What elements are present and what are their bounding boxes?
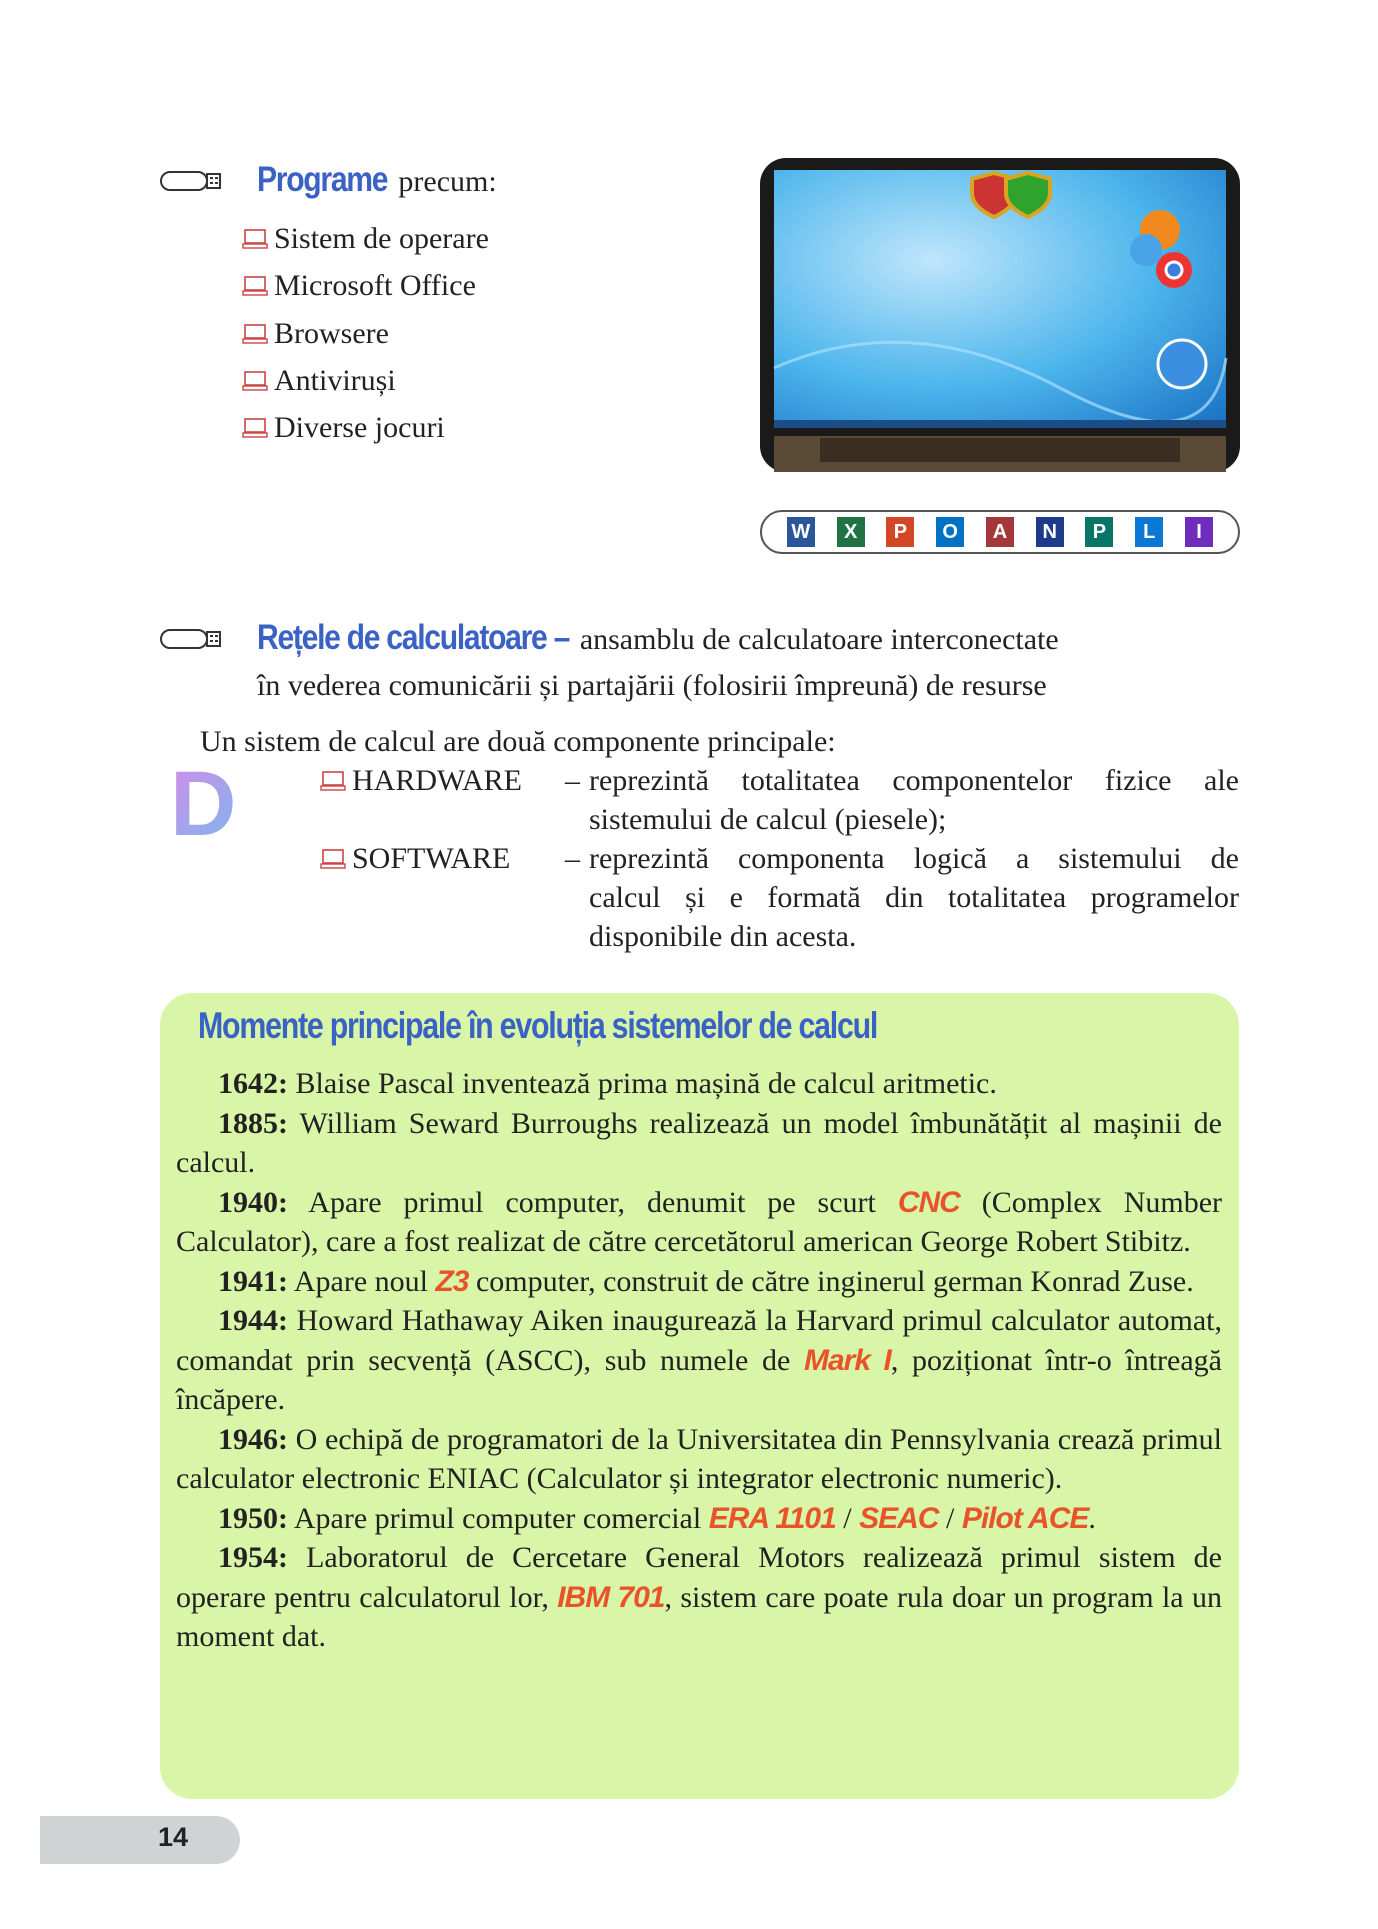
entry-text: Apare noul <box>288 1264 436 1298</box>
programe-heading <box>257 160 497 201</box>
highlight-term: CNC <box>897 1185 960 1219</box>
excel-icon: X <box>837 517 865 547</box>
entry-text: computer, construit de către inginerul german Konrad Zuse. <box>468 1264 1194 1298</box>
software-def-1-text: reprezintă componenta logică a sistemului de <box>589 842 1239 875</box>
entry-text: William Seward Burroughs realizează un model îmbunătățit al mașinii de calcul. <box>176 1106 1222 1179</box>
office-apps-strip <box>760 510 1240 554</box>
list-item <box>242 411 445 445</box>
retele-line2: în vederea comunicării și partajării (folosirii împreună) de resurse <box>257 669 1047 702</box>
outlook-icon: O <box>936 517 964 547</box>
software-term: SOFTWARE <box>352 842 511 875</box>
laptop-icon <box>242 417 268 439</box>
laptop-icon <box>242 323 268 345</box>
publisher-icon: P <box>1085 517 1113 547</box>
usb-drive-icon <box>160 170 222 192</box>
year: 1954: <box>218 1541 288 1574</box>
highlight-term: Pilot ACE <box>961 1501 1089 1535</box>
year: 1642: <box>218 1067 288 1100</box>
highlight-term: ERA 1101 <box>708 1501 836 1535</box>
entry-text: Laboratorul de Cercetare General Motors realizează primul sistem de operare pentru calculatorul lor, <box>176 1541 1222 1614</box>
laptop-icon <box>242 228 268 250</box>
entry-text: Apare primul computer, denumit pe scurt <box>288 1185 898 1219</box>
software-def-3: disponibile din acesta. <box>589 920 857 953</box>
list-item-label: Diverse jocuri <box>274 411 445 444</box>
laptop-icon <box>320 848 346 870</box>
onenote-icon: N <box>1036 517 1064 547</box>
retele-heading <box>257 618 1059 659</box>
software-row <box>320 839 510 878</box>
lync-icon: L <box>1135 517 1163 547</box>
list-item-label: Browsere <box>274 317 389 350</box>
highlight-term: Z3 <box>435 1264 469 1298</box>
timeline-entry <box>176 1262 1222 1302</box>
hardware-row <box>320 761 522 800</box>
entry-text: O echipă de programatori de la Universitatea din Pennsylvania crează primul calculator electronic ENIAC (Calculator și integrator electronic numeric). <box>176 1422 1222 1495</box>
timeline-title: Momente principale în evoluția sistemelor de calcul <box>198 1005 878 1046</box>
powerpoint-icon: P <box>886 517 914 547</box>
timeline-text <box>176 1064 1222 1657</box>
retele-title: Rețele de calculatoare – <box>257 618 570 657</box>
entry-text: . <box>1088 1501 1096 1535</box>
entry-text: (Complex Number Calculator), care a fost realizat de către cercetătorul american George Robert Stibitz. <box>176 1185 1222 1258</box>
list-item <box>242 222 489 256</box>
hardware-term: HARDWARE <box>352 764 522 797</box>
access-icon: A <box>986 517 1014 547</box>
list-item <box>242 269 476 303</box>
highlight-term: IBM 701 <box>557 1580 665 1614</box>
laptop-icon <box>320 770 346 792</box>
software-dash: – <box>565 842 580 875</box>
page-number: 14 <box>158 1822 189 1852</box>
entry-text: Howard Hathaway Aiken inaugurează la Harvard primul calculator automat, comandat prin secvență (ASCC), sub numele de <box>176 1304 1222 1377</box>
year: 1944: <box>218 1304 288 1337</box>
timeline-entry <box>176 1064 1222 1104</box>
list-item-label: Microsoft Office <box>274 269 476 302</box>
entry-text: Blaise Pascal inventează prima mașină de calcul aritmetic. <box>288 1067 997 1100</box>
programe-title: Programe <box>257 160 388 199</box>
timeline-entry <box>176 1420 1222 1499</box>
year: 1941: <box>218 1264 288 1298</box>
monitor-illustration <box>760 158 1240 472</box>
software-def-1 <box>589 839 1239 878</box>
list-item <box>242 364 396 398</box>
retele-line1: ansamblu de calculatoare interconectate <box>579 623 1059 656</box>
hardware-def-2: sistemului de calcul (piesele); <box>589 803 947 836</box>
year: 1950: <box>218 1501 288 1535</box>
definition-letter: D <box>170 753 237 855</box>
year: 1940: <box>218 1185 288 1219</box>
list-item-label: Antiviruși <box>274 364 396 397</box>
list-item-label: Sistem de operare <box>274 222 489 255</box>
software-def-2 <box>589 878 1239 917</box>
timeline-entry <box>176 1104 1222 1183</box>
hardware-def-1 <box>589 761 1239 800</box>
highlight-term: SEAC <box>859 1501 939 1535</box>
laptop-icon <box>242 370 268 392</box>
sistem-intro: Un sistem de calcul are două componente principale: <box>200 725 836 758</box>
hardware-def-1-text: reprezintă totalitatea componentelor fizice ale <box>589 764 1239 797</box>
software-def-2-text: calcul și e formată din totalitatea programelor <box>589 881 1239 914</box>
infopath-icon: I <box>1185 517 1213 547</box>
entry-text: Apare primul computer comercial <box>288 1501 709 1535</box>
year: 1885: <box>218 1106 288 1140</box>
programe-suffix: precum: <box>398 165 497 198</box>
timeline-entry <box>176 1183 1222 1262</box>
list-item <box>242 317 389 351</box>
year: 1946: <box>218 1422 288 1456</box>
highlight-term: Mark I <box>804 1343 891 1377</box>
hardware-dash: – <box>565 764 580 797</box>
entry-text: , poziționat într-o întreagă încăpere. <box>176 1343 1222 1416</box>
timeline-entry <box>176 1499 1222 1539</box>
timeline-entry <box>176 1538 1222 1657</box>
page-number-tab <box>40 1816 240 1864</box>
laptop-icon <box>242 275 268 297</box>
timeline-entry <box>176 1301 1222 1420</box>
word-icon: W <box>787 517 815 547</box>
separator: / <box>938 1501 962 1535</box>
separator: / <box>835 1501 860 1535</box>
entry-text: , sistem care poate rula doar un program la un moment dat. <box>176 1580 1222 1653</box>
usb-drive-icon <box>160 628 222 650</box>
